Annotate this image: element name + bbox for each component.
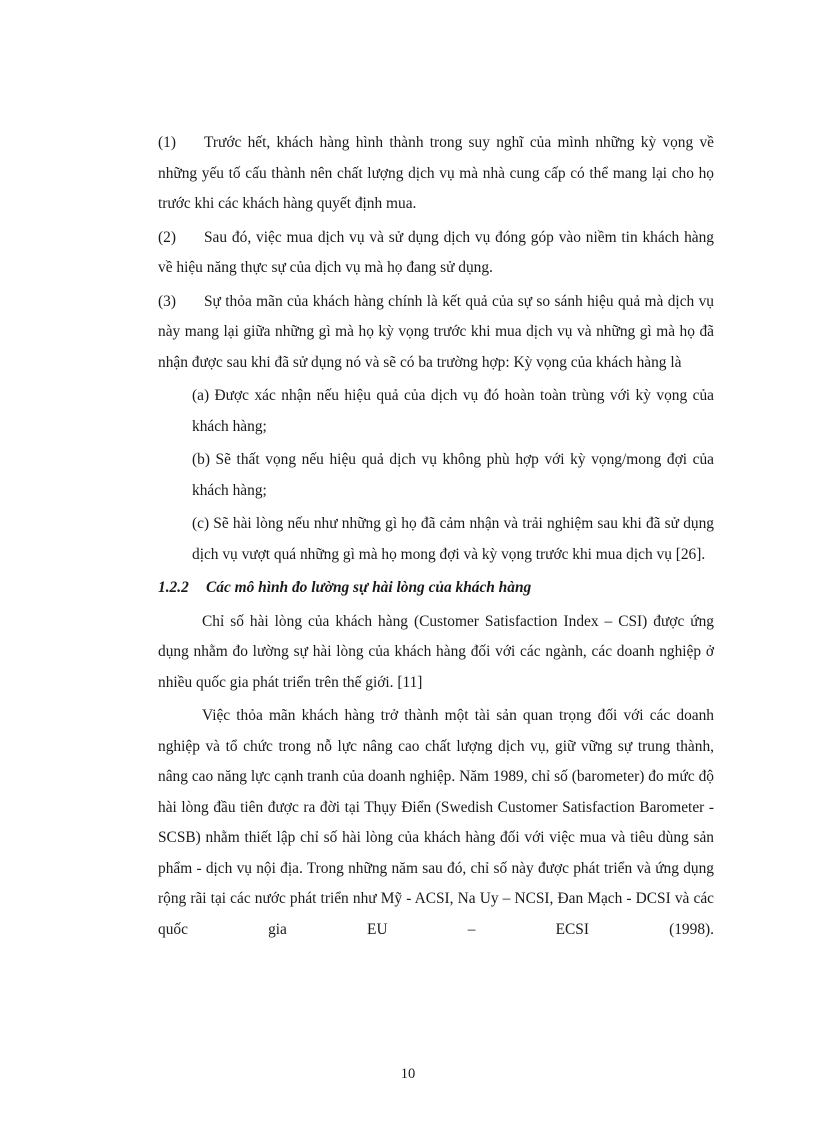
sub-item-c: (c) Sẽ hài lòng nếu như những gì họ đã cảm nhận và trải nghiệm sau khi đã sử dụng dịch vụ vượt quá những gì mà họ mong đợi và kỳ vọng trước khi mua dịch vụ [26].	[192, 515, 714, 563]
section-heading	[158, 573, 714, 604]
numbered-paragraph-3	[158, 287, 714, 379]
page-content	[158, 128, 714, 948]
paragraph-number: (1)	[158, 134, 176, 151]
section-title: Các mô hình đo lường sự hài lòng của khách hàng	[206, 579, 532, 596]
numbered-paragraph-2	[158, 223, 714, 284]
paragraph-number: (3)	[158, 292, 176, 310]
sub-item-a: (a) Được xác nhận nếu hiệu quả của dịch vụ đó hoàn toàn trùng với kỳ vọng của khách hàng;	[192, 387, 714, 435]
numbered-paragraph-1	[158, 128, 714, 220]
section-number: 1.2.2	[158, 579, 189, 596]
body-paragraph-2: Việc thỏa mãn khách hàng trở thành một tài sản quan trọng đối với các doanh nghiệp và tổ chức trong nỗ lực nâng cao chất lượng dịch vụ, giữ vững sự trung thành, nâng cao năng lực cạnh tranh của doanh nghiệp. Năm 1989, chỉ số (barometer) đo mức độ hài lòng đầu tiên được ra đời tại Thụy Điển (Swedish Customer Satisfaction Barometer - SCSB) nhằm thiết lập chỉ số hài lòng của khách hàng đối với việc mua và tiêu dùng sản phẩm - dịch vụ nội địa. Trong những năm sau đó, chỉ số này được phát triển và ứng dụng rộng rãi tại các nước phát triển như Mỹ - ACSI, Na Uy – NCSI, Đan Mạch - DCSI và các quốc gia EU – ECSI (1998).	[158, 707, 714, 938]
paragraph-text: Trước hết, khách hàng hình thành trong suy nghĩ của mình những kỳ vọng về những yếu tố cấu thành nên chất lượng dịch vụ mà nhà cung cấp có thể mang lại cho họ trước khi các khách hàng quyết định mua.	[158, 134, 714, 212]
sub-item-b: (b) Sẽ thất vọng nếu hiệu quả dịch vụ không phù hợp với kỳ vọng/mong đợi của khách hàng;	[192, 451, 714, 499]
body-paragraph-1: Chỉ số hài lòng của khách hàng (Customer Satisfaction Index – CSI) được ứng dụng nhằm đo lường sự hài lòng của khách hàng đối với các ngành, các doanh nghiệp ở nhiều quốc gia phát triển trên thế giới. [11]	[158, 612, 714, 691]
paragraph-text: Sau đó, việc mua dịch vụ và sử dụng dịch vụ đóng góp vào niềm tin khách hàng về hiệu năng thực sự của dịch vụ mà họ đang sử dụng.	[158, 228, 714, 276]
paragraph-number: (2)	[158, 228, 176, 246]
page-number: 10	[400, 1066, 416, 1082]
paragraph-text: Sự thỏa mãn của khách hàng chính là kết quả của sự so sánh hiệu quả mà dịch vụ này mang lại giữa những gì mà họ kỳ vọng trước khi mua dịch vụ và những gì mà họ đã nhận được sau khi đã sử dụng nó và sẽ có ba trường hợp: Kỳ vọng của khách hàng là	[158, 292, 714, 371]
